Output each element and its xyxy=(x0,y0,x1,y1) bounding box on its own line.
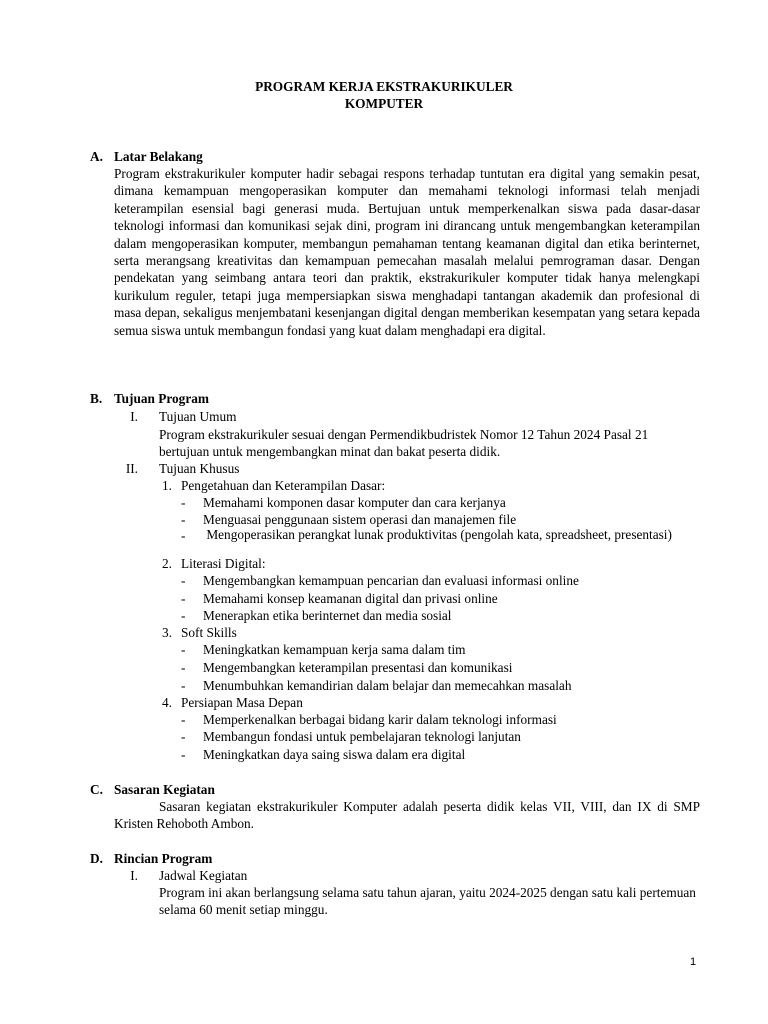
bullet-dash: - xyxy=(181,512,186,527)
section-c-title: Sasaran Kegiatan xyxy=(114,782,215,797)
section-d-title: Rincian Program xyxy=(114,851,213,866)
document-title-line2: KOMPUTER xyxy=(344,96,424,111)
bullet-dash: - xyxy=(181,678,186,693)
tujuan-umum-roman: I. xyxy=(130,409,138,424)
list-item: Menerapkan etika berinternet dan media sosial xyxy=(203,608,452,623)
tujuan-umum-text: Program ekstrakurikuler sesuai dengan Permendikbudristek Nomor 12 Tahun 2024 Pasal 21 bertujuan untuk mengembangkan minat dan bakat peserta didik. xyxy=(159,427,649,460)
group-number: 4. xyxy=(162,695,172,710)
jadwal-roman: I. xyxy=(130,868,138,883)
group-title: Soft Skills xyxy=(181,625,237,640)
list-item: Meningkatkan daya saing siswa dalam era digital xyxy=(203,747,466,762)
section-c-paragraph: Sasaran kegiatan ekstrakurikuler Komputer adalah peserta didik kelas VII, VIII, dan IX di SMP Kristen Rehoboth Ambon. xyxy=(114,799,700,832)
section-a-title: Latar Belakang xyxy=(114,149,203,164)
bullet-dash: - xyxy=(181,660,186,675)
section-c-letter: C. xyxy=(90,782,103,797)
bullet-dash: - xyxy=(181,712,186,727)
list-item: Memahami konsep keamanan digital dan privasi online xyxy=(203,591,498,606)
list-item: Membangun fondasi untuk pembelajaran teknologi lanjutan xyxy=(203,729,521,744)
section-a-paragraph: Program ekstrakurikuler komputer hadir sebagai respons terhadap tuntutan era digital yang semakin pesat, dimana kemampuan mengoperasikan komputer dan memahami teknologi informasi telah menjadi keterampilan esensial bagi generasi muda. Bertujuan untuk memperkenalkan siswa pada dasar-dasar teknologi informasi dan komunikasi sejak dini, program ini dirancang untuk mengembangkan keterampilan dalam mengoperasikan komputer, membangun pemahaman tentang keamanan digital dan etika berinternet, serta merangsang kreativitas dan kemampuan pemecahan masalah melalui pemrograman dasar. Dengan pendekatan yang seimbang antara teori dan praktik, ekstrakurikuler komputer tidak hanya melengkapi kurikulum reguler, tetapi juga mempersiapkan siswa menghadapi tantangan akademik dan profesional di masa depan, sekaligus menjembatani kesenjangan digital dengan memberikan kesempatan yang setara kepada semua siswa untuk membangun fondasi yang kuat dalam menghadapi era digital. xyxy=(114,166,700,338)
tujuan-khusus-title: Tujuan Khusus xyxy=(159,461,240,476)
list-item: Mengembangkan kemampuan pencarian dan evaluasi informasi online xyxy=(203,573,579,588)
bullet-dash: - xyxy=(181,747,186,762)
group-title: Pengetahuan dan Keterampilan Dasar: xyxy=(181,478,386,493)
list-item: Menumbuhkan kemandirian dalam belajar dan memecahkan masalah xyxy=(203,678,572,693)
bullet-dash: - xyxy=(181,591,186,606)
group-title: Persiapan Masa Depan xyxy=(181,695,303,710)
list-item: Mengembangkan keterampilan presentasi dan komunikasi xyxy=(203,660,513,675)
section-d-letter: D. xyxy=(90,851,103,866)
bullet-dash: - xyxy=(181,495,186,510)
group-number: 2. xyxy=(162,556,172,571)
list-item: Menguasai penggunaan sistem operasi dan manajemen file xyxy=(203,512,517,527)
group-title: Literasi Digital: xyxy=(181,556,266,571)
page-number: 1 xyxy=(690,956,697,968)
document-title-line1: PROGRAM KERJA EKSTRAKURIKULER xyxy=(255,79,513,94)
bullet-dash: - xyxy=(181,528,186,543)
group-number: 3. xyxy=(162,625,172,640)
jadwal-title: Jadwal Kegiatan xyxy=(159,868,248,883)
tujuan-khusus-roman: II. xyxy=(125,461,138,476)
bullet-dash: - xyxy=(181,729,186,744)
list-item: Meningkatkan kemampuan kerja sama dalam tim xyxy=(203,642,466,657)
jadwal-text: Program ini akan berlangsung selama satu tahun ajaran, yaitu 2024-2025 dengan satu kali pertemuan selama 60 menit setiap minggu. xyxy=(159,885,696,918)
list-item: Memperkenalkan berbagai bidang karir dalam teknologi informasi xyxy=(203,712,557,727)
bullet-dash: - xyxy=(181,642,186,657)
section-b-letter: B. xyxy=(90,391,103,406)
section-a-letter: A. xyxy=(90,149,103,164)
list-item: Memahami komponen dasar komputer dan cara kerjanya xyxy=(203,495,506,510)
tujuan-umum-title: Tujuan Umum xyxy=(159,409,237,424)
list-item: Mengoperasikan perangkat lunak produktivitas (pengolah kata, spreadsheet, presentasi) xyxy=(203,527,672,542)
section-b-title: Tujuan Program xyxy=(114,391,209,406)
bullet-dash: - xyxy=(181,573,186,588)
group-number: 1. xyxy=(162,478,172,493)
bullet-dash: - xyxy=(181,608,186,623)
